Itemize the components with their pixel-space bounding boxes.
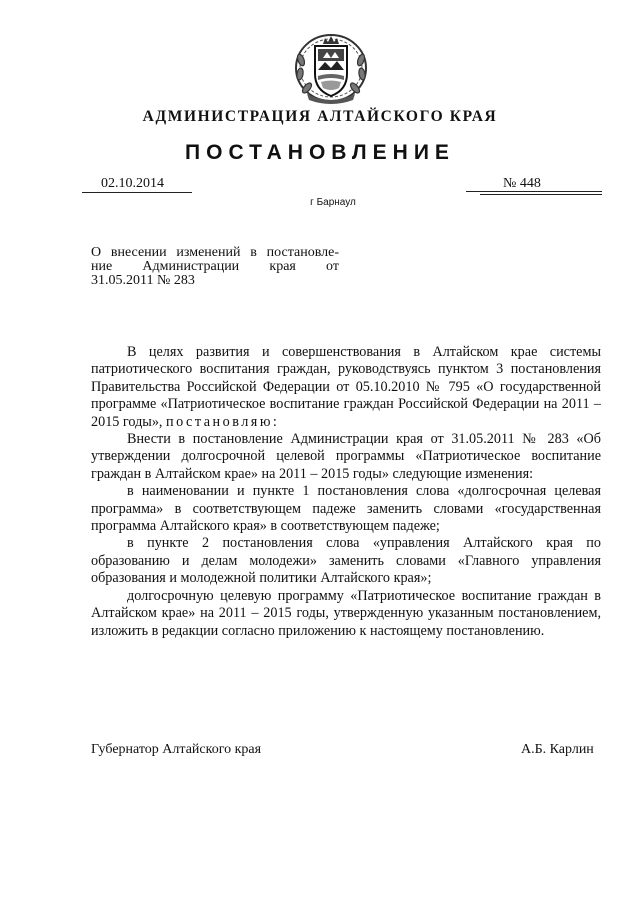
subject-line: 31.05.2011 № 283 [91,273,195,288]
decree-word: постановляю: [166,413,280,430]
subject-line: ние Администрации края от [91,259,339,274]
body-paragraph: долгосрочную целевую программу «Патриотическое воспитание граждан в Алтайском крае» на 2011 – 2015 годы, утвержденную указанным постановлением, изложить в редакции согласно приложению к настоящему постановлению. [91,587,601,639]
document-date: 02.10.2014 [101,176,164,191]
number-underline [466,191,602,192]
coat-of-arms-emblem [293,30,369,104]
city-label: г Барнаул [310,197,356,208]
document-body [91,344,601,640]
subject-line: О внесении изменений в постановле- [91,245,339,260]
signatory-name: А.Б. Карлин [521,742,594,757]
organization-title: АДМИНИСТРАЦИЯ АЛТАЙСКОГО КРАЯ [142,108,498,125]
signatory-title: Губернатор Алтайского края [91,742,262,757]
document-number: № 448 [503,176,541,191]
number-underline-second [480,194,602,195]
body-paragraph-text: В целях развития и совершенствования в Алтайском крае системы патриотического воспитания граждан, руководствуясь пунктом 3 постановления Правительства Российской Федерации от 05.10.2010 № 795 «О государственной программе «Патриотическое воспитание граждан Российской Федерации на 2011 – 2015 годы», [91,344,601,430]
body-paragraph: в наименовании и пункте 1 постановления слова «долгосрочная целевая программа» в соответствующем падеже заменить словами «государственная программа Алтайского края» в соответствующем падеже; [91,483,601,535]
document-subject [91,246,339,288]
body-paragraph: в пункте 2 постановления слова «управления Алтайского края по образованию и делам молодежи» заменить словами «Главного управления образования и молодежной политики Алтайского края»; [91,535,601,587]
body-paragraph [91,344,601,431]
body-paragraph: Внести в постановление Администрации края от 31.05.2011 № 283 «Об утверждении долгосрочной целевой программы «Патриотическое воспитание граждан в Алтайском крае» на 2011 – 2015 годы» следующие изменения: [91,431,601,482]
document-type-title: ПОСТАНОВЛЕНИЕ [185,141,455,164]
date-underline [82,192,192,193]
